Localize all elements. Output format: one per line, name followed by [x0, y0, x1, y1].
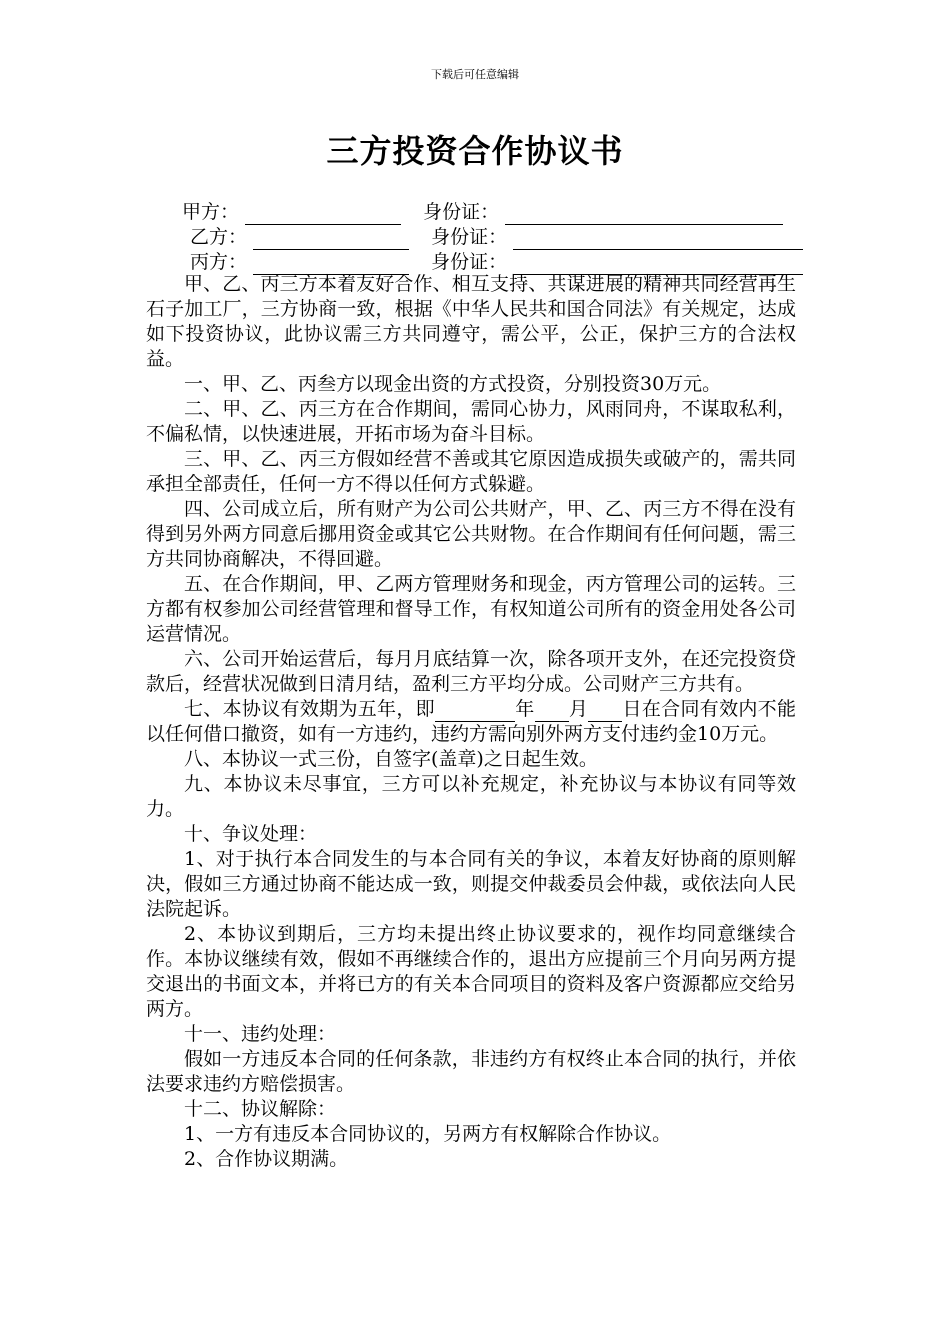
clause-7-text-b: 日在合同有效内不能以任何借口撤资，如有一方违约，违约方需向别外两方支付违约金10万元。: [146, 698, 796, 745]
clause-6: 六、公司开始运营后，每月月底结算一次，除各项开支外，在还完投资贷款后，经营状况做到日清月结，盈利三方平均分成。公司财产三方共有。: [146, 648, 796, 695]
party-row-b: [182, 225, 803, 250]
party-a-id-label: 身份证：: [423, 201, 500, 223]
clause-8: 八、本协议一式三份，自签字(盖章)之日起生效。: [184, 748, 598, 770]
month-blank[interactable]: [535, 703, 569, 722]
clause-12-item-2: 2、合作协议期满。: [184, 1148, 349, 1170]
clause-10-item-1: 1、对于执行本合同发生的与本合同有关的争议，本着友好协商的原则解决，假如三方通过协商不能达成一致，则提交仲裁委员会仲裁，或依法向人民法院起诉。: [146, 848, 796, 920]
clause-7-text-a: 七、本协议有效期为五年，即: [184, 698, 435, 720]
clause-2: 二、甲、乙、丙三方在合作期间，需同心协力，风雨同舟，不谋取私利，不偏私情，以快速进展，开拓市场为奋斗目标。: [146, 398, 796, 445]
clause-5: 五、在合作期间，甲、乙两方管理财务和现金，丙方管理公司的运转。三方都有权参加公司经营管理和督导工作，有权知道公司所有的资金用处各公司运营情况。: [146, 573, 796, 645]
party-b-id-label: 身份证：: [431, 226, 508, 248]
clause-12-item-1: 1、一方有违反本合同协议的，另两方有权解除合作协议。: [184, 1123, 672, 1145]
header-note: 下载后可任意编辑: [431, 68, 519, 81]
party-c-id-label: 身份证：: [431, 251, 508, 273]
day-blank[interactable]: [588, 703, 622, 722]
party-a-label: 甲方：: [182, 201, 240, 223]
party-info-block: [182, 200, 803, 275]
clause-9: 九、本协议未尽事宜，三方可以补充规定，补充协议与本协议有同等效力。: [146, 773, 796, 820]
party-a-name-blank[interactable]: [245, 205, 401, 225]
paragraph-preamble: 甲、乙、丙三方本着友好合作、相互支持、共谋进展的精神共同经营再生石子加工厂，三方协商一致，根据《中华人民共和国合同法》有关规定，达成如下投资协议，此协议需三方共同遵守，需公平，公正，保护三方的合法权益。: [146, 273, 796, 370]
clause-10-item-2: 2、本协议到期后，三方均未提出终止协议要求的，视作均同意继续合作。本协议继续有效，假如不再继续合作的，退出方应提前三个月向另两方提交退出的书面文本，并将已方的有关本合同项目的资料及客户资源都应交给另两方。: [146, 923, 796, 1020]
party-a-id-blank[interactable]: [505, 205, 783, 225]
party-b-name-blank[interactable]: [253, 230, 409, 250]
clause-3: 三、甲、乙、丙三方假如经营不善或其它原因造成损失或破产的，需共同承担全部责任，任何一方不得以任何方式躲避。: [146, 448, 796, 495]
party-c-label: 丙方：: [190, 251, 248, 273]
party-row-a: [182, 200, 803, 225]
agreement-body: [146, 272, 796, 1172]
clause-10-heading: 十、争议处理：: [184, 823, 318, 845]
clause-4: 四、公司成立后，所有财产为公司公共财产，甲、乙、丙三方不得在没有得到另外两方同意后挪用资金或其它公共财物。在合作期间有任何问题，需三方共同协商解决，不得回避。: [146, 498, 796, 570]
year-label: 年: [514, 698, 535, 720]
party-b-label: 乙方：: [190, 226, 248, 248]
month-label: 月: [568, 698, 589, 720]
year-blank[interactable]: [435, 703, 515, 722]
party-b-id-blank[interactable]: [513, 230, 803, 250]
clause-7: [146, 697, 796, 747]
clause-11-text: 假如一方违反本合同的任何条款，非违约方有权终止本合同的执行，并依法要求违约方赔偿损害。: [146, 1048, 796, 1095]
clause-11-heading: 十一、违约处理：: [184, 1023, 337, 1045]
document-title: 三方投资合作协议书: [326, 132, 624, 170]
clause-1: 一、甲、乙、丙叁方以现金出资的方式投资，分别投资30万元。: [184, 373, 722, 395]
clause-12-heading: 十二、协议解除：: [184, 1098, 337, 1120]
